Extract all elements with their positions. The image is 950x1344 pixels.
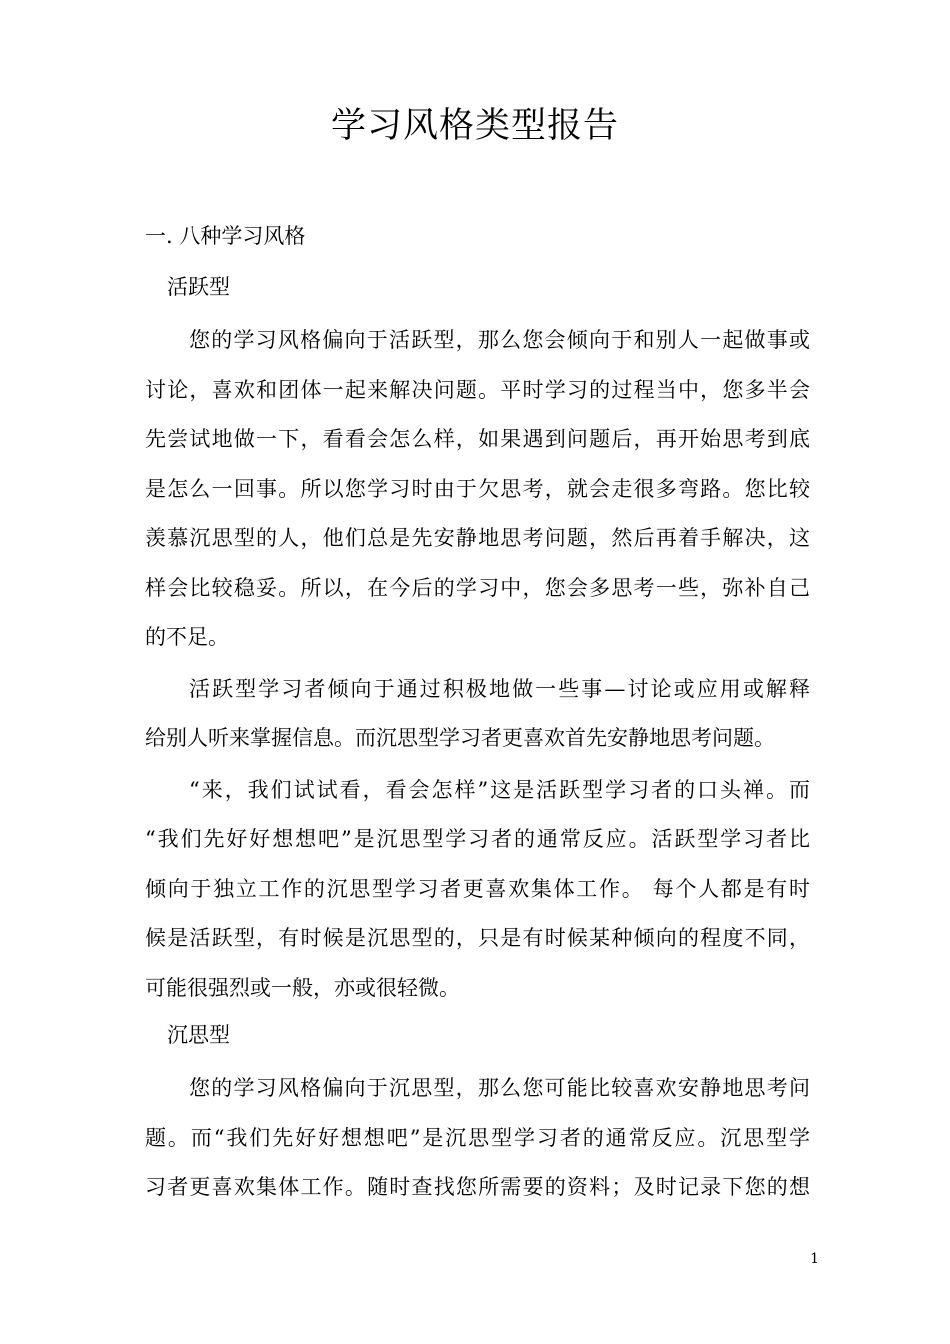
text-line: 您的学习风格偏向于活跃型，那么您会倾向于和别人一起做事或 xyxy=(189,328,810,352)
text-line: 先尝试地做一下，看看会怎么样，如果遇到问题后，再开始思考到底 xyxy=(145,427,810,451)
text-line: “来，我们试试看，看会怎样”这是活跃型学习者的口头禅。而 xyxy=(189,777,810,802)
text-line: 羡慕沉思型的人，他们总是先安静地思考问题，然后再着手解决，这 xyxy=(145,526,810,550)
text-line: 的不足。 xyxy=(145,625,229,649)
paragraph xyxy=(145,766,810,1014)
paragraph xyxy=(145,316,810,663)
text-line: 可能很强烈或一般，亦或很轻微。 xyxy=(145,975,460,1000)
subsection-heading-reflective: 沉思型 xyxy=(167,1023,230,1047)
text-line: 习者更喜欢集体工作。随时查找您所需要的资料；及时记录下您的想 xyxy=(145,1175,810,1199)
text-line: 样会比较稳妥。所以，在今后的学习中，您会多思考一些，弥补自己 xyxy=(145,575,810,600)
text-line: 是怎么一回事。所以您学习时由于欠思考，就会走很多弯路。您比较 xyxy=(145,476,810,501)
text-line: 倾向于独立工作的沉思型学习者更喜欢集体工作。 每个人都是有时 xyxy=(145,876,810,901)
page-number: 1 xyxy=(810,1251,819,1267)
section-heading: 一. 八种学习风格 xyxy=(145,224,306,248)
text-line: 题。而“我们先好好想想吧”是沉思型学习者的通常反应。沉思型学 xyxy=(145,1125,810,1150)
paragraph xyxy=(145,665,810,764)
paragraph xyxy=(145,1064,810,1213)
text-line: 讨论，喜欢和团体一起来解决问题。平时学习的过程当中，您多半会 xyxy=(145,377,810,402)
text-line: 您的学习风格偏向于沉思型，那么您可能比较喜欢安静地思考问 xyxy=(189,1076,810,1100)
text-line: “我们先好好想想吧”是沉思型学习者的通常反应。活跃型学习者比 xyxy=(145,827,810,851)
text-line: 候是活跃型，有时候是沉思型的，只是有时候某种倾向的程度不同， xyxy=(145,926,810,950)
document-body xyxy=(145,216,810,1215)
text-line: 给别人听来掌握信息。而沉思型学习者更喜欢首先安静地思考问题。 xyxy=(145,726,775,750)
page-title: 学习风格类型报告 xyxy=(330,106,619,146)
subsection-heading-active: 活跃型 xyxy=(167,275,230,299)
text-line: 活跃型学习者倾向于通过积极地做一些事—讨论或应用或解释 xyxy=(189,676,810,701)
